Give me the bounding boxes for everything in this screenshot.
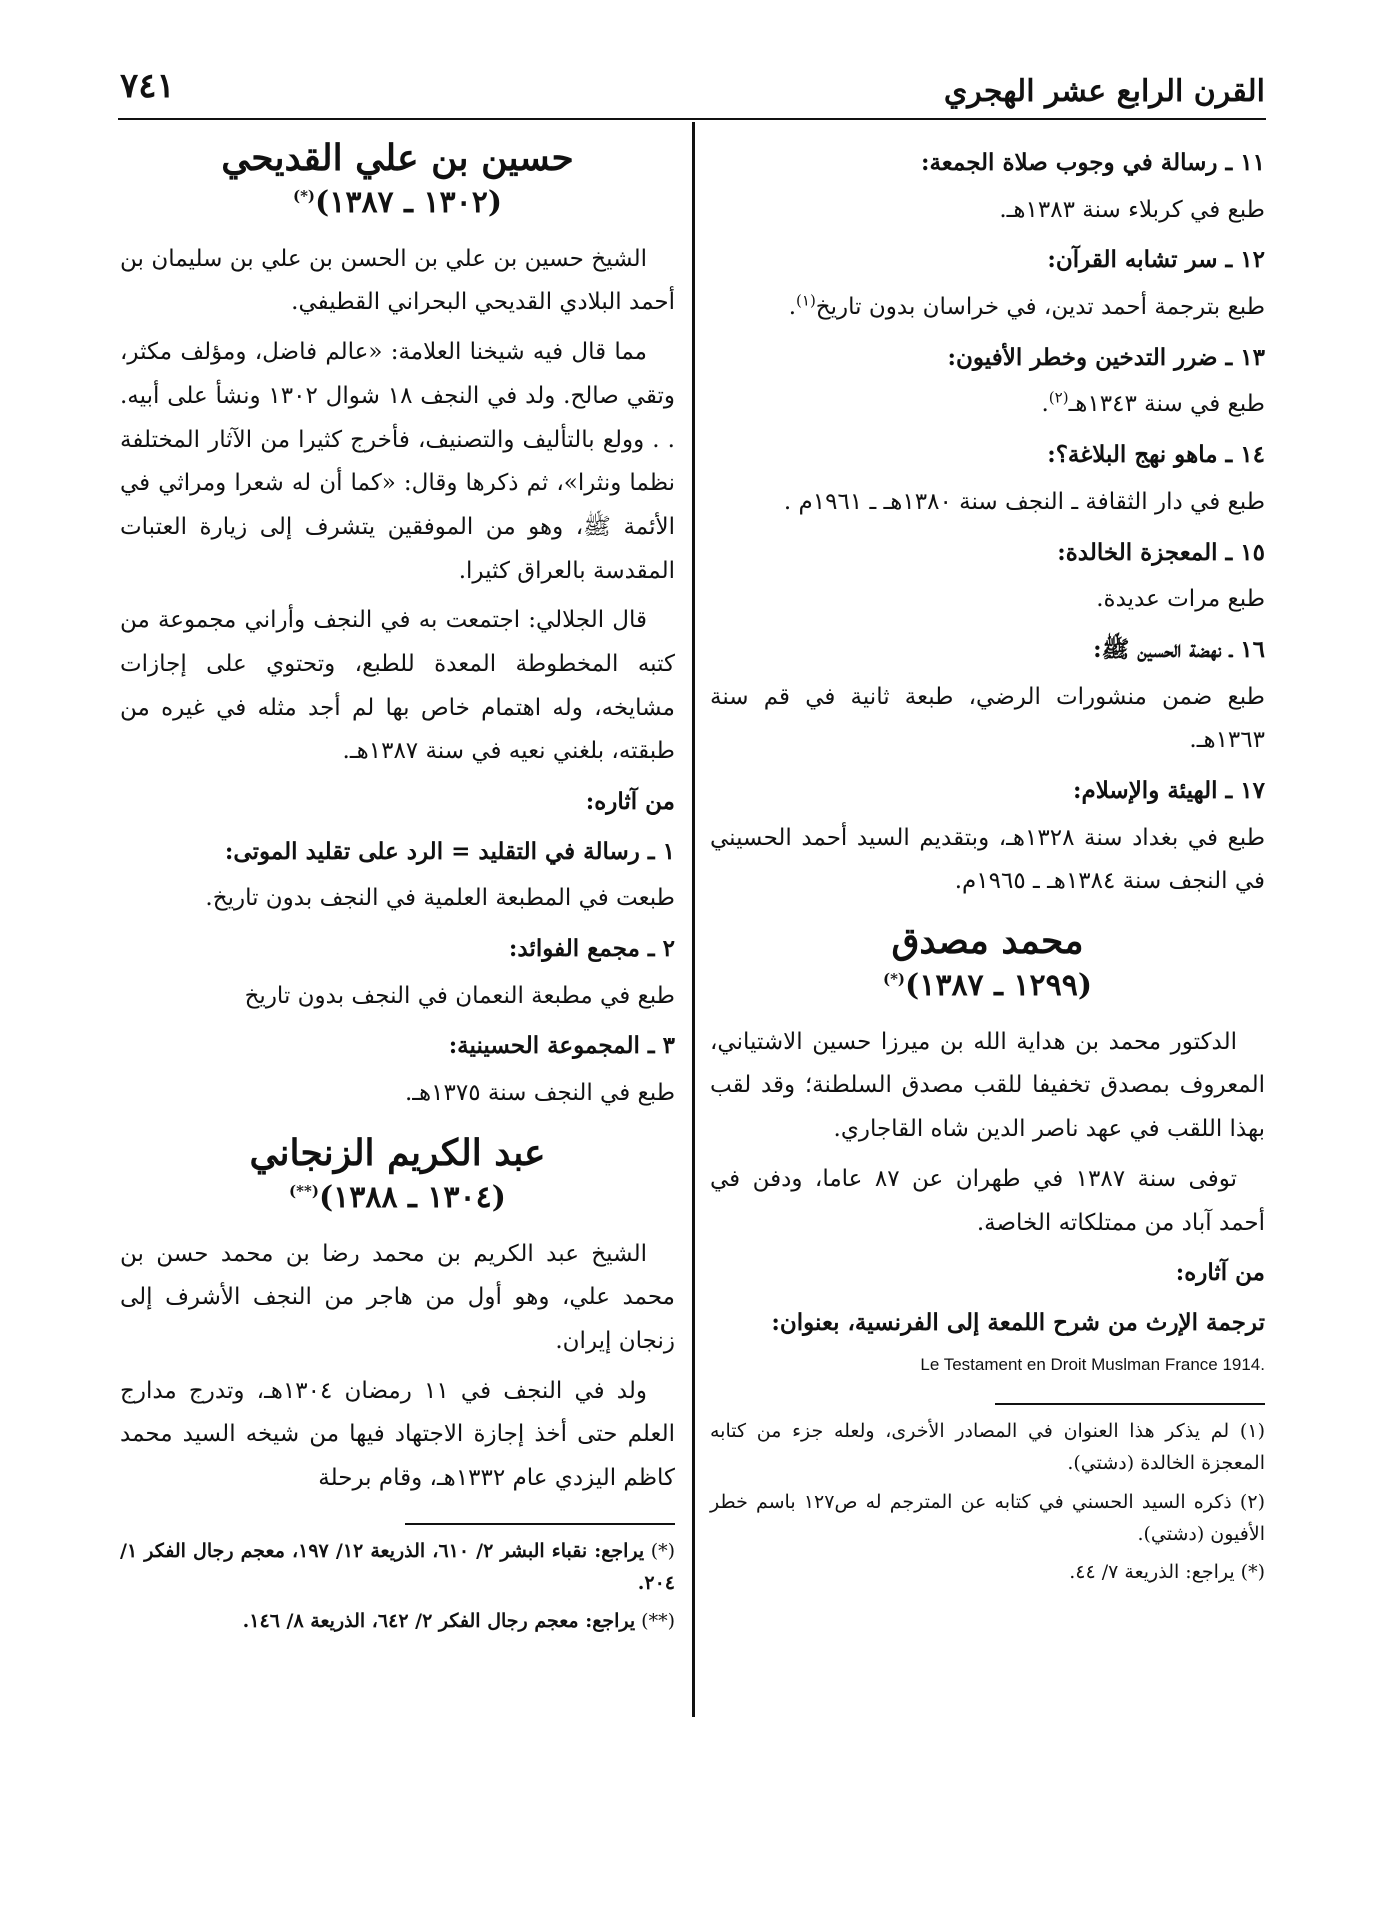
work-heading: ١٢ ـ سر تشابه القرآن:	[1047, 246, 1265, 274]
footnote-marker: (*)	[292, 186, 316, 205]
work-body: طبع ضمن منشورات الرضي، طبعة ثانية في قم سنة ١٣٦٣هـ.	[710, 683, 1265, 754]
bio-paragraph: قال الجلالي: اجتمعت به في النجف وأراني مجموعة من كتبه المخطوطة المعدة للطبع، وتحتوي على إجازات مشايخه، وله اهتمام خاص بها لم أجد مثله في غيره من طبقته، بلغني نعيه في سنة ١٣٨٧هـ.	[120, 607, 675, 765]
footnote: (٢) ذكره السيد الحسني في كتابه عن المترجم له ص١٢٧ باسم خطر الأفيون (دشتي).	[710, 1490, 1265, 1545]
bio-paragraph: الشيخ عبد الكريم بن محمد رضا بن محمد حسن بن محمد علي، وهو أول من هاجر من النجف الأشرف إلى زنجان إيران.	[120, 1240, 675, 1355]
bio-paragraph: توفى سنة ١٣٨٧ في طهران عن ٨٧ عاما، ودفن في أحمد آباد من ممتلكاته الخاصة.	[710, 1165, 1265, 1236]
footnote: (*) يراجع: الذريعة ٧/ ٤٤.	[1069, 1561, 1265, 1584]
work-body: طبع في بغداد سنة ١٣٢٨هـ، وبتقديم السيد أحمد الحسيني في النجف سنة ١٣٨٤هـ ـ ١٩٦٥م.	[710, 824, 1265, 895]
footnote-marker: (١)	[796, 291, 816, 310]
footnote-marker: (٢)	[1048, 388, 1069, 407]
bio-dates: (١٣٠٤ ـ ١٣٨٨)(**)	[289, 1179, 506, 1215]
footnote: (**) يراجع: معجم رجال الفكر ٢/ ٦٤٢، الذريعة ٨/ ١٤٦.	[242, 1610, 675, 1633]
bio-paragraph: مما قال فيه شيخنا العلامة: «عالم فاضل، ومؤلف مكثر، وتقي صالح. ولد في النجف ١٨ شوال ١٣٠٢ ونشأ على أبيه. . . وولع بالتأليف والتصنيف، فأخرج كثيرا من الآثار المختلفة نظما ونثرا»، ثم ذكرها وقال: «كما أن له شعرا ومراثي في الأئمة ﷺ، وهو من الموفقين يتشرف إلى زيارة العتبات المقدسة بالعراق كثيرا.	[120, 339, 675, 584]
work-heading: ١٦ ـ نهضة الحسين ﷺ:	[1093, 635, 1265, 663]
footnote-marker: (**)	[289, 1181, 319, 1200]
bio-paragraph: ولد في النجف في ١١ رمضان ١٣٠٤هـ، وتدرج مدارج العلم حتى أخذ إجازة الاجتهاد فيها من شيخه السيد محمد كاظم اليزدي عام ١٣٣٢هـ، وقام برحلة	[120, 1377, 675, 1492]
work-heading: ٢ ـ مجمع الفوائد:	[508, 935, 675, 963]
bio-dates: (١٢٩٩ ـ ١٣٨٧)(*)	[882, 967, 1093, 1003]
work-heading: ترجمة الإرث من شرح اللمعة إلى الفرنسية، بعنوان:	[771, 1308, 1265, 1336]
page-number: ٧٤١	[120, 66, 175, 106]
bio-dates: (١٣٠٢ ـ ١٣٨٧)(*)	[292, 184, 503, 220]
column-divider	[692, 122, 695, 1717]
work-body: طبع في دار الثقافة ـ النجف سنة ١٣٨٠هـ ـ ١٩٦١م .	[783, 488, 1265, 515]
work-heading: ١٧ ـ الهيئة والإسلام:	[1072, 776, 1265, 804]
work-heading: ١٣ ـ ضرر التدخين وخطر الأفيون:	[947, 343, 1265, 371]
bio-name: محمد مصدق	[891, 920, 1084, 962]
work-heading: ١٥ ـ المعجزة الخالدة:	[1057, 538, 1265, 566]
works-list	[710, 141, 1265, 904]
works-heading: من آثاره:	[1175, 1259, 1265, 1287]
footnote-rule	[995, 1403, 1265, 1405]
footnote: (*) يراجع: نقباء البشر ٢/ ٦١٠، الذريعة ١٢/ ١٩٧، معجم رجال الفكر ١/ ٢٠٤.	[120, 1539, 676, 1595]
running-header: القرن الرابع عشر الهجري	[943, 74, 1265, 109]
work-heading: ٣ ـ المجموعة الحسينية:	[448, 1032, 675, 1060]
footnote-marker: (*)	[882, 969, 906, 988]
work-heading: ١ ـ رسالة في التقليد = الرد على تقليد الموتى:	[224, 837, 675, 865]
bio-paragraph: الشيخ حسين بن علي بن الحسن بن علي بن سليمان بن أحمد البلادي القديحي البحراني القطيفي.	[120, 245, 675, 316]
work-body: طبع في النجف سنة ١٣٧٥هـ.	[404, 1080, 675, 1107]
work-body: طبعت في المطبعة العلمية في النجف بدون تاريخ.	[205, 885, 675, 912]
work-body: طبع في مطبعة النعمان في النجف بدون تاريخ	[244, 982, 675, 1009]
bio-name: عبد الكريم الزنجاني	[249, 1131, 546, 1174]
right-column	[710, 135, 1265, 1594]
work-heading: ١٤ ـ ماهو نهج البلاغة؟:	[1047, 441, 1265, 469]
footnote: (١) لم يذكر هذا العنوان في المصادر الأخرى، ولعله جزء من كتابه المعجزة الخالدة (دشتي).	[710, 1419, 1265, 1475]
bio-paragraph: الدكتور محمد بن هداية الله بن ميرزا حسين الاشتياني، المعروف بمصدق تخفيفا للقب مصدق السلطنة؛ وقد لقب بهذا اللقب في عهد ناصر الدين شاه القاجاري.	[710, 1028, 1265, 1143]
works-heading: من آثاره:	[585, 788, 675, 816]
work-body: طبع في كربلاء سنة ١٣٨٣هـ.	[999, 196, 1265, 223]
header-rule	[118, 118, 1266, 120]
work-body: طبع مرات عديدة.	[1096, 586, 1265, 613]
work-body: طبع بترجمة أحمد تدين، في خراسان بدون تاريخ$^{(١)}$.	[788, 291, 1265, 321]
left-column	[120, 135, 675, 1644]
work-heading: ١١ ـ رسالة في وجوب صلاة الجمعة:	[920, 149, 1265, 176]
work-body: طبع في سنة ١٣٤٣هـ$^{(٢)}$.	[1041, 388, 1265, 418]
footnote-rule	[405, 1523, 675, 1525]
bio-name: حسين بن علي القديحي	[221, 137, 574, 179]
work-latin-title: Le Testament en Droit Muslman France 1914.	[920, 1354, 1265, 1374]
